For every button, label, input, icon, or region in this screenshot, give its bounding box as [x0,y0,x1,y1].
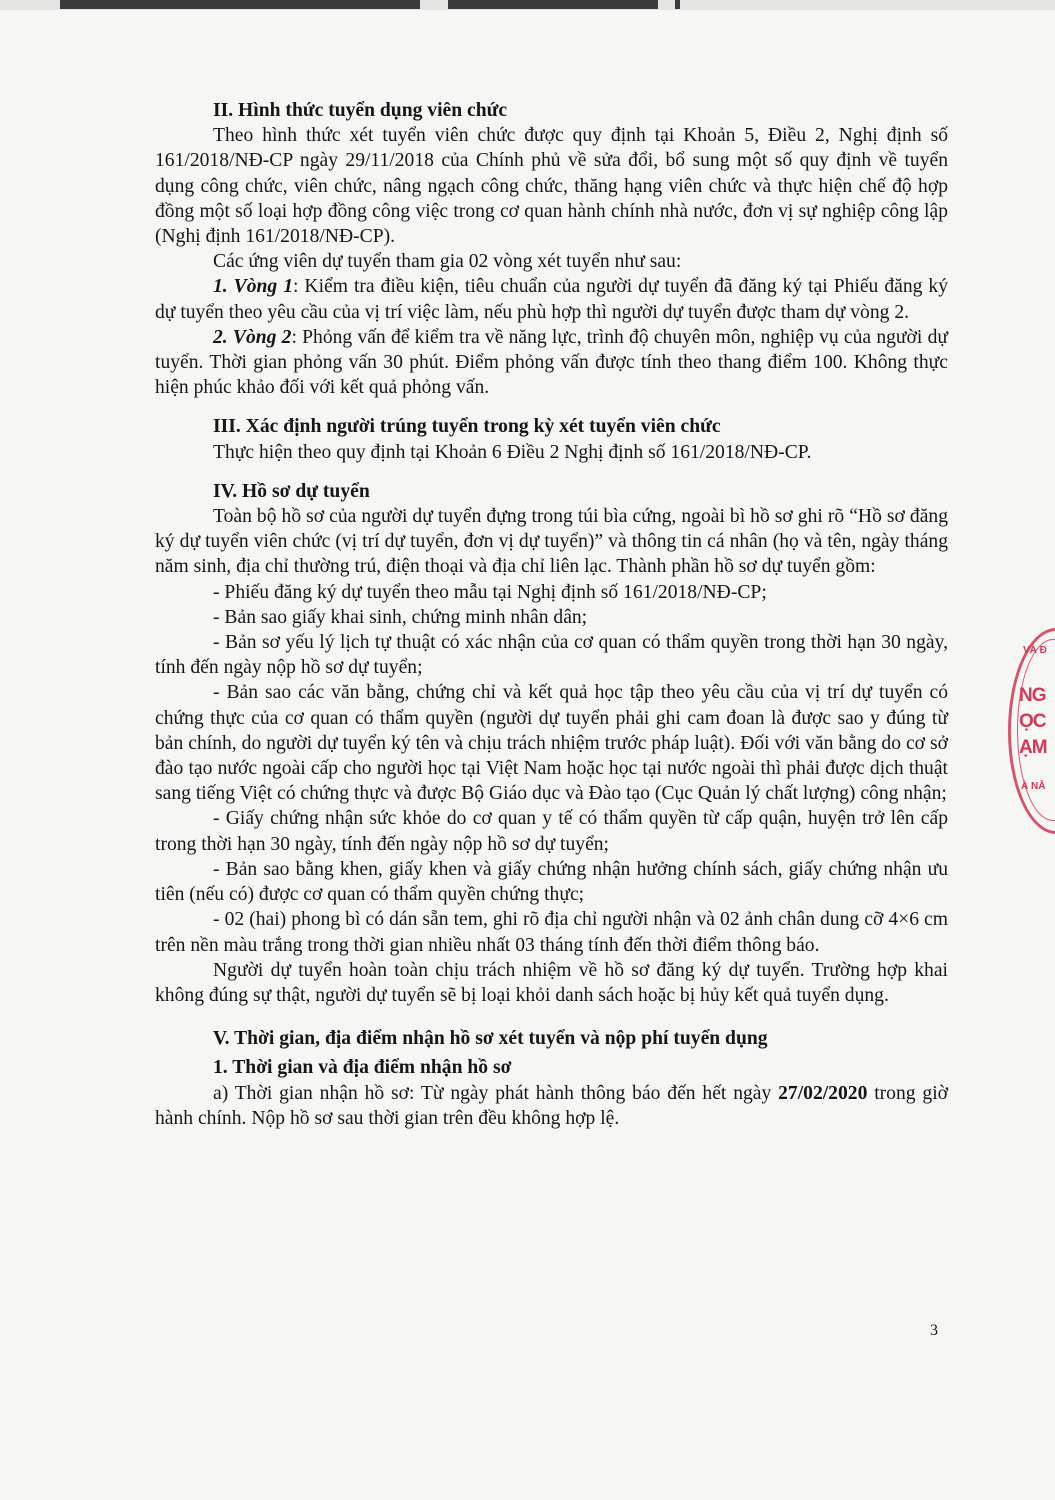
receive-time-text: a) Thời gian nhận hồ sơ: Từ ngày phát hành thông báo đến hết ngày [213,1082,779,1104]
round-1-paragraph [155,274,948,324]
section-4-heading: IV. Hồ sơ dự tuyển [213,480,370,502]
seal-text-line: ẠM [1019,737,1047,758]
deadline-date: 27/02/2020 [778,1082,868,1104]
list-item: - Bản sao các văn bằng, chứng chỉ và kết quả học tập theo yêu cầu của vị trí dự tuyển có chứng thực của cơ quan có thẩm quyền (người dự tuyển phải ghi cam đoan là được sao y đúng từ bản chính, do người dự tuyển ký tên và chịu trách nhiệm trước pháp luật). Đối với văn bằng do cơ sở đào tạo nước ngoài cấp cho người học tại Việt Nam hoặc học tại nước ngoài thì phải được dịch thuật sang tiếng Việt có chứng thực và được Bộ Giáo dục và Đào tạo (Cục Quản lý chất lượng) công nhận; [155,682,948,805]
scan-top-edge [0,0,1055,10]
page-number: 3 [930,1322,938,1339]
official-seal [1008,628,1055,834]
list-item: - 02 (hai) phong bì có dán sẵn tem, ghi rõ địa chỉ người nhận và 02 ảnh chân dung cỡ 4×6 cm trên nền màu trắng trong thời gian nhiều nhất 03 tháng tính đến thời điểm thông báo. [155,909,948,956]
section-3-heading: III. Xác định người trúng tuyển trong kỳ xét tuyển viên chức [213,416,721,438]
seal-top-text: VÀ Đ [1023,645,1047,656]
list-item: - Bản sao giấy khai sinh, chứng minh nhân dân; [213,606,588,628]
section-5-subheading: 1. Thời gian và địa điểm nhận hồ sơ [213,1057,512,1079]
section-5-heading: V. Thời gian, địa điểm nhận hồ sơ xét tuyển và nộp phí tuyển dụng [213,1028,768,1050]
document-page [155,98,948,1131]
section-3-paragraph: Thực hiện theo quy định tại Khoản 6 Điều 2 Nghị định số 161/2018/NĐ-CP. [213,441,812,463]
round-2-label: 2. Vòng 2 [213,326,292,348]
section-2-paragraph: Theo hình thức xét tuyển viên chức được quy định tại Khoản 5, Điều 2, Nghị định số 161/2018/NĐ-CP ngày 29/11/2018 của Chính phủ về sửa đổi, bổ sung một số quy định về tuyển dụng công chức, viên chức, nâng ngạch công chức, thăng hạng viên chức và thực hiện chế độ hợp đồng một số loại hợp đồng công việc trong cơ quan hành chính nhà nước, đơn vị sự nghiệp công lập (Nghị định 161/2018/NĐ-CP). [155,125,948,248]
round-2-paragraph [155,325,948,401]
round-1-label: 1. Vòng 1 [213,276,294,298]
round-2-text: : Phỏng vấn để kiểm tra về năng lực, trình độ chuyên môn, nghiệp vụ của người dự tuyển. Thời gian phỏng vấn 30 phút. Điểm phỏng vấn được tính theo thang điểm 100. Không thực hiện phúc khảo đối với kết quả phỏng vấn. [155,326,948,399]
list-item: - Bản sao bằng khen, giấy khen và giấy chứng nhận hưởng chính sách, giấy chứng nhận ưu tiên (nếu có) được cơ quan có thẩm quyền chứng thực; [155,858,948,906]
list-item: - Giấy chứng nhận sức khỏe do cơ quan y tế có thẩm quyền từ cấp quận, huyện trở lên cấp trong thời hạn 30 ngày, tính đến ngày nộp hồ sơ dự tuyển; [155,808,948,855]
section-5-paragraph-a [155,1081,948,1131]
seal-bottom-text: À NẴ [1021,781,1046,792]
section-4-closing: Người dự tuyển hoàn toàn chịu trách nhiệm về hồ sơ đăng ký dự tuyển. Trường hợp khai không đúng sự thật, người dự tuyển sẽ bị loại khỏi danh sách hoặc bị hủy kết quả tuyển dụng. [155,959,948,1006]
seal-text-line: NG [1019,685,1046,706]
seal-text-line: ỌC [1019,711,1046,732]
section-2-rounds-intro: Các ứng viên dự tuyển tham gia 02 vòng xét tuyển như sau: [213,251,682,273]
list-item: - Phiếu đăng ký dự tuyển theo mẫu tại Nghị định số 161/2018/NĐ-CP; [213,581,767,603]
round-1-text: : Kiểm tra điều kiện, tiêu chuẩn của người dự tuyển đã đăng ký tại Phiếu đăng ký dự tuyển theo yêu cầu của vị trí việc làm, nếu phù hợp thì người dự tuyển được tham dự vòng 2. [155,276,948,323]
section-2-heading: II. Hình thức tuyển dụng viên chức [213,100,508,121]
section-4-paragraph: Toàn bộ hồ sơ của người dự tuyển đựng trong túi bìa cứng, ngoài bì hồ sơ ghi rõ “Hồ sơ đăng ký dự tuyển viên chức (vị trí dự tuyển, đơn vị dự tuyển)” và thông tin cá nhân (họ và tên, ngày tháng năm sinh, địa chỉ thường trú, điện thoại và địa chỉ liên lạc. Thành phần hồ sơ dự tuyển gồm: [155,506,948,578]
list-item: - Bản sơ yếu lý lịch tự thuật có xác nhận của cơ quan có thẩm quyền trong thời hạn 30 ngày, tính đến ngày nộp hồ sơ dự tuyển; [155,632,948,679]
receive-time-text-end: trong giờ hành chính. Nộp hồ sơ sau thời gian trên đều không hợp lệ. [155,1082,948,1129]
